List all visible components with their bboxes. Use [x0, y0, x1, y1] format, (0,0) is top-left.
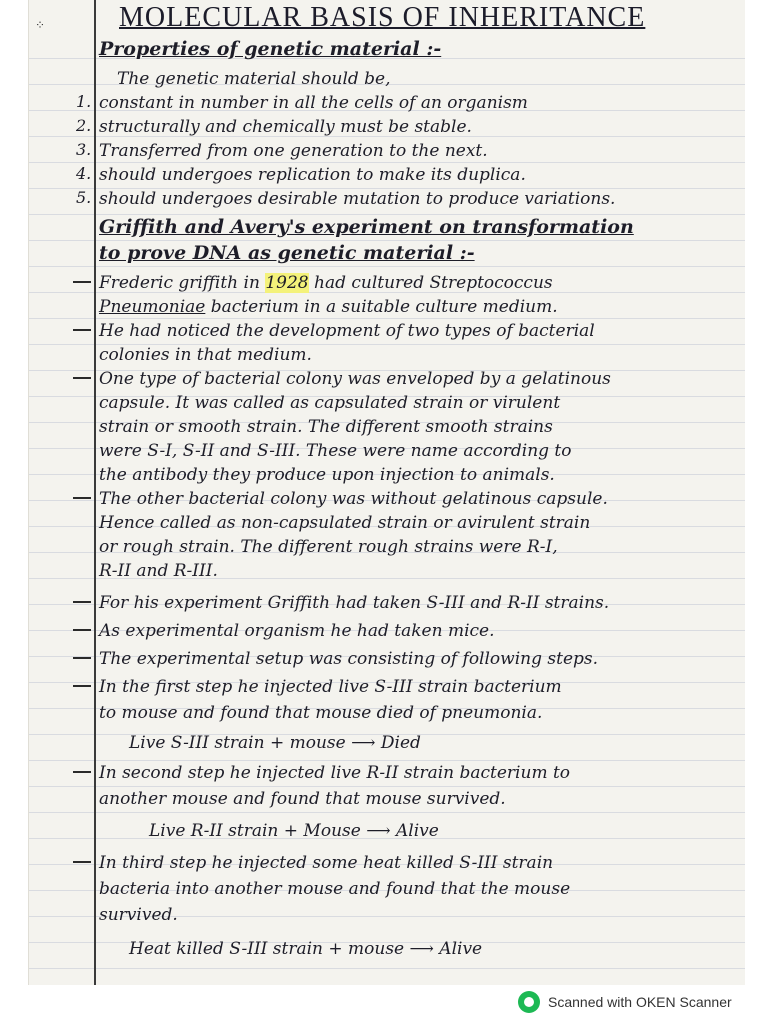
- text-line: For his experiment Griffith had taken S-III and R-II strains.: [99, 593, 610, 613]
- text-line: R-II and R-III.: [99, 561, 218, 581]
- bullet-dash: [73, 657, 91, 659]
- list-item: structurally and chemically must be stable.: [99, 117, 472, 137]
- list-item: constant in number in all the cells of an organism: [99, 93, 528, 113]
- list-item: should undergoes desirable mutation to produce variations.: [99, 189, 616, 209]
- bullet-dash: [73, 329, 91, 331]
- ruled-line: [29, 162, 745, 163]
- list-item: should undergoes replication to make its duplica.: [99, 165, 526, 185]
- text-line: capsule. It was called as capsulated strain or virulent: [99, 393, 561, 413]
- text-line: another mouse and found that mouse survived.: [99, 789, 506, 809]
- corner-mark: ⁘: [35, 18, 46, 32]
- scanner-logo-icon: [518, 991, 540, 1013]
- list-number: 3.: [76, 140, 92, 159]
- equation-line: Heat killed S-III strain + mouse ⟶ Alive: [129, 939, 483, 959]
- underlined-term: Pneumoniae: [99, 297, 206, 317]
- text-line: One type of bacterial colony was enveloped by a gelatinous: [99, 369, 611, 389]
- list-number: 1.: [76, 92, 92, 111]
- ruled-line: [29, 266, 745, 267]
- text-line: He had noticed the development of two types of bacterial: [99, 321, 595, 341]
- ruled-line: [29, 760, 745, 761]
- text-line: [99, 296, 739, 318]
- highlighted-year: 1928: [265, 273, 309, 293]
- ruled-line: [29, 318, 745, 319]
- bullet-dash: [73, 861, 91, 863]
- bullet-dash: [73, 771, 91, 773]
- section1-heading: Properties of genetic material :-: [99, 38, 442, 60]
- ruled-line: [29, 812, 745, 813]
- ruled-line: [29, 240, 745, 241]
- text-line: or rough strain. The different rough strains were R-I,: [99, 537, 558, 557]
- text-line: In third step he injected some heat killed S-III strain: [99, 853, 554, 873]
- ruled-line: [29, 968, 745, 969]
- ruled-line: [29, 214, 745, 215]
- bullet-dash: [73, 497, 91, 499]
- equation-line: Live R-II strain + Mouse ⟶ Alive: [149, 821, 439, 841]
- list-number: 5.: [76, 188, 92, 207]
- text-line: strain or smooth strain. The different smooth strains: [99, 417, 553, 437]
- text-span: had cultured Streptococcus: [308, 273, 553, 293]
- list-item: Transferred from one generation to the next.: [99, 141, 488, 161]
- text-span: bacterium in a suitable culture medium.: [205, 297, 558, 317]
- text-span: Frederic griffith in: [99, 273, 266, 293]
- list-number: 4.: [76, 164, 92, 183]
- scanner-watermark: [518, 990, 732, 1014]
- scanner-text: Scanned with OKEN Scanner: [548, 994, 732, 1010]
- text-line: Hence called as non-capsulated strain or avirulent strain: [99, 513, 591, 533]
- text-line: colonies in that medium.: [99, 345, 312, 365]
- text-line: In the first step he injected live S-III strain bacterium: [99, 677, 562, 697]
- section1-intro: The genetic material should be,: [117, 69, 391, 89]
- text-line: were S-I, S-II and S-III. These were name according to: [99, 441, 572, 461]
- bullet-dash: [73, 601, 91, 603]
- text-line: [99, 272, 739, 294]
- page-title: MOLECULAR BASIS OF INHERITANCE: [119, 2, 646, 33]
- text-line: bacteria into another mouse and found that the mouse: [99, 879, 571, 899]
- bullet-dash: [73, 685, 91, 687]
- bullet-dash: [73, 281, 91, 283]
- section2-heading-cont: to prove DNA as genetic material :-: [99, 242, 475, 264]
- text-line: As experimental organism he had taken mice.: [99, 621, 495, 641]
- notebook-page: [28, 0, 745, 985]
- text-line: the antibody they produce upon injection to animals.: [99, 465, 555, 485]
- list-number: 2.: [76, 116, 92, 135]
- text-line: The experimental setup was consisting of following steps.: [99, 649, 599, 669]
- equation-line: Live S-III strain + mouse ⟶ Died: [129, 733, 421, 753]
- bullet-dash: [73, 377, 91, 379]
- ruled-line: [29, 786, 745, 787]
- text-line: In second step he injected live R-II strain bacterium to: [99, 763, 571, 783]
- text-line: to mouse and found that mouse died of pneumonia.: [99, 703, 543, 723]
- text-line: survived.: [99, 905, 178, 925]
- section2-heading: Griffith and Avery's experiment on transformation: [99, 216, 634, 238]
- bullet-dash: [73, 629, 91, 631]
- text-line: The other bacterial colony was without gelatinous capsule.: [99, 489, 608, 509]
